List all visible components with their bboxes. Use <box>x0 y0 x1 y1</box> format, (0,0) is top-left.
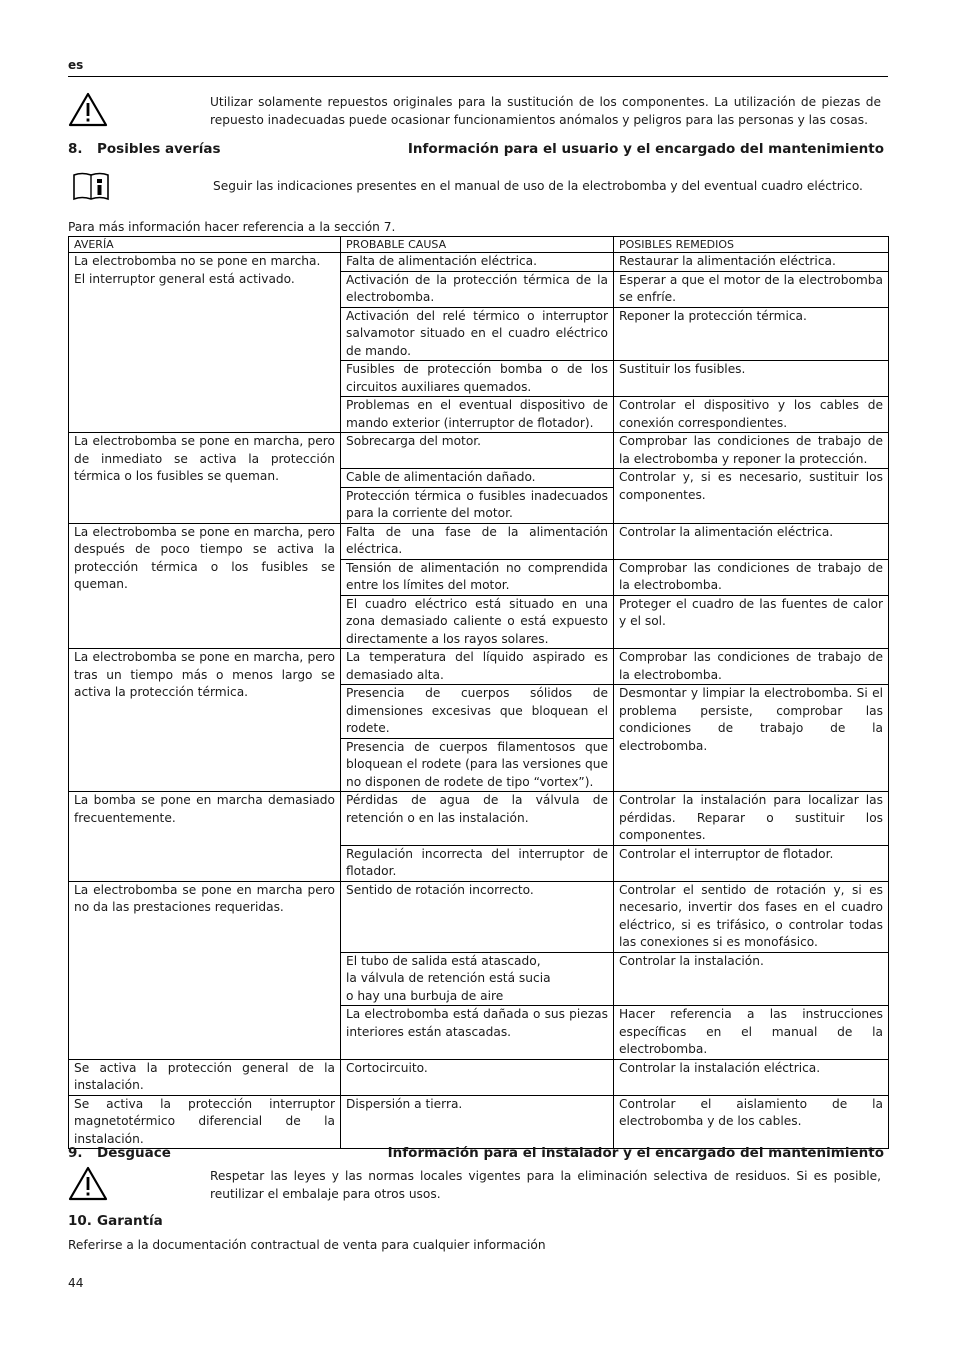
cause-cell: La electrobomba está dañada o sus piezas interiores están atascadas. <box>341 1006 614 1060</box>
section-8-audience: Información para el usuario y el encargado del mantenimiento <box>407 141 884 157</box>
cause-cell: Activación del relé térmico o interruptor salvamotor situado en el cuadro eléctrico de mando. <box>341 307 614 361</box>
cause-cell: Falta de alimentación eléctrica. <box>341 253 614 272</box>
section-10-title: Garantía <box>97 1213 163 1229</box>
info-text: Seguir las indicaciones presentes en el manual de uso de la electrobomba y del eventual cuadro eléctrico. <box>213 179 863 193</box>
table-row <box>69 649 889 685</box>
cause-cell: Pérdidas de agua de la válvula de retención o en las instalación. <box>341 792 614 846</box>
remedy-cell: Controlar el sentido de rotación y, si es necesario, invertir dos fases en el cuadro eléctrico, si es trifásico, o controlar todas las conexiones si es monofásico. <box>614 881 889 952</box>
fault-cell: La electrobomba se pone en marcha, pero después de poco tiempo se activa la protección térmica o los fusibles se queman. <box>69 523 341 649</box>
cause-cell: Activación de la protección térmica de la electrobomba. <box>341 271 614 307</box>
remedy-cell: Controlar el aislamiento de la electrobomba y de los cables. <box>614 1095 889 1149</box>
fault-cell: Se activa la protección general de la instalación. <box>69 1059 341 1095</box>
table-row <box>69 433 889 469</box>
remedy-cell: Controlar la instalación eléctrica. <box>614 1059 889 1095</box>
section-10-number: 10. <box>68 1213 92 1229</box>
remedy-cell: Esperar a que el motor de la electrobomba se enfríe. <box>614 271 889 307</box>
cause-cell: Presencia de cuerpos filamentosos que bloquean el rodete (para las versiones que no disponen de rodete de tipo “vortex”). <box>341 738 614 792</box>
remedy-cell: Restaurar la alimentación eléctrica. <box>614 253 889 272</box>
section-9-audience: Información para el instalador y el encargado del mantenimiento <box>387 1145 884 1161</box>
remedy-cell: Controlar la alimentación eléctrica. <box>614 523 889 559</box>
column-header: AVERÍA <box>69 237 341 253</box>
warranty-text: Referirse a la documentación contractual de venta para cualquier información <box>68 1238 546 1252</box>
remedy-cell: Hacer referencia a las instrucciones específicas en el manual de la electrobomba. <box>614 1006 889 1060</box>
column-header: PROBABLE CAUSA <box>341 237 614 253</box>
remedy-cell: Comprobar las condiciones de trabajo de la electrobomba y reponer la protección. <box>614 433 889 469</box>
page-number: 44 <box>68 1276 84 1290</box>
section-9-title: Desguace <box>97 1145 171 1161</box>
disposal-text: Respetar las leyes y las normas locales vigentes para la eliminación selectiva de residuos. Si es posible, reutilizar el embalaje para otros usos. <box>210 1169 881 1201</box>
cause-cell: El cuadro eléctrico está situado en una zona demasiado caliente o está expuesto directamente a los rayos solares. <box>341 595 614 649</box>
warning-text: Utilizar solamente repuestos originales para la sustitución de los componentes. La utilización de piezas de repuesto inadecuadas puede ocasionar funcionamientos anómalos y peligros para las personas y las cosas. <box>210 95 881 127</box>
cause-cell: Sentido de rotación incorrecto. <box>341 881 614 952</box>
remedy-cell: Comprobar las condiciones de trabajo de la electrobomba. <box>614 649 889 685</box>
remedy-cell: Proteger el cuadro de las fuentes de calor y el sol. <box>614 595 889 649</box>
language-code: es <box>68 58 84 72</box>
cause-cell: Fusibles de protección bomba o de los circuitos auxiliares quemados. <box>341 361 614 397</box>
cause-cell: Problemas en el eventual dispositivo de mando exterior (interruptor de flotador). <box>341 397 614 433</box>
fault-cell: Se activa la protección interruptor magnetotérmico diferencial de la instalación. <box>69 1095 341 1149</box>
cause-cell: Cable de alimentación dañado. <box>341 469 614 488</box>
fault-cell: La electrobomba se pone en marcha pero no da las prestaciones requeridas. <box>69 881 341 1059</box>
cause-cell: Presencia de cuerpos sólidos de dimensiones excesivas que bloquean el rodete. <box>341 685 614 739</box>
remedy-cell: Controlar el interruptor de flotador. <box>614 845 889 881</box>
header-rule <box>68 76 888 77</box>
section-8-number: 8. <box>68 141 83 157</box>
remedy-cell: Controlar el dispositivo y los cables de conexión correspondientes. <box>614 397 889 433</box>
table-row <box>69 1059 889 1095</box>
remedy-cell: Sustituir los fusibles. <box>614 361 889 397</box>
cause-cell: Regulación incorrecta del interruptor de flotador. <box>341 845 614 881</box>
cause-cell: Sobrecarga del motor. <box>341 433 614 469</box>
remedy-cell: Comprobar las condiciones de trabajo de la electrobomba. <box>614 559 889 595</box>
table-row <box>69 253 889 272</box>
fault-cell: La bomba se pone en marcha demasiado frecuentemente. <box>69 792 341 882</box>
section-8-title: Posibles averías <box>97 141 221 157</box>
remedy-cell: Reponer la protección térmica. <box>614 307 889 361</box>
cause-cell: Cortocircuito. <box>341 1059 614 1095</box>
table-row <box>69 1095 889 1149</box>
cause-cell: Dispersión a tierra. <box>341 1095 614 1149</box>
fault-cell: La electrobomba se pone en marcha, pero de inmediato se activa la protección térmica o los fusibles se queman. <box>69 433 341 524</box>
column-header: POSIBLES REMEDIOS <box>614 237 889 253</box>
cause-cell: Protección térmica o fusibles inadecuados para la corriente del motor. <box>341 487 614 523</box>
cause-cell: El tubo de salida está atascado, la válvula de retención está sucia o hay una burbuja de aire <box>341 952 614 1006</box>
cause-cell: Falta de una fase de la alimentación eléctrica. <box>341 523 614 559</box>
troubleshooting-table <box>68 236 889 1149</box>
table-row <box>69 792 889 846</box>
reference-text: Para más información hacer referencia a la sección 7. <box>68 220 396 234</box>
remedy-cell: Controlar la instalación para localizar las pérdidas. Reparar o sustituir los componentes. <box>614 792 889 846</box>
remedy-cell: Controlar y, si es necesario, sustituir los componentes. <box>614 469 889 524</box>
cause-cell: Tensión de alimentación no comprendida entre los límites del motor. <box>341 559 614 595</box>
fault-cell: La electrobomba no se pone en marcha. El interruptor general está activado. <box>69 253 341 433</box>
warning-icon <box>68 1166 108 1202</box>
section-9-number: 9. <box>68 1145 83 1161</box>
cause-cell: La temperatura del líquido aspirado es demasiado alta. <box>341 649 614 685</box>
fault-cell: La electrobomba se pone en marcha, pero tras un tiempo más o menos largo se activa la protección térmica. <box>69 649 341 792</box>
remedy-cell: Desmontar y limpiar la electrobomba. Si el problema persiste, comprobar las condiciones de trabajo de la electrobomba. <box>614 685 889 792</box>
table-row <box>69 523 889 559</box>
table-row <box>69 881 889 952</box>
warning-icon <box>68 92 108 128</box>
manual-book-icon <box>72 171 110 201</box>
remedy-cell: Controlar la instalación. <box>614 952 889 1006</box>
